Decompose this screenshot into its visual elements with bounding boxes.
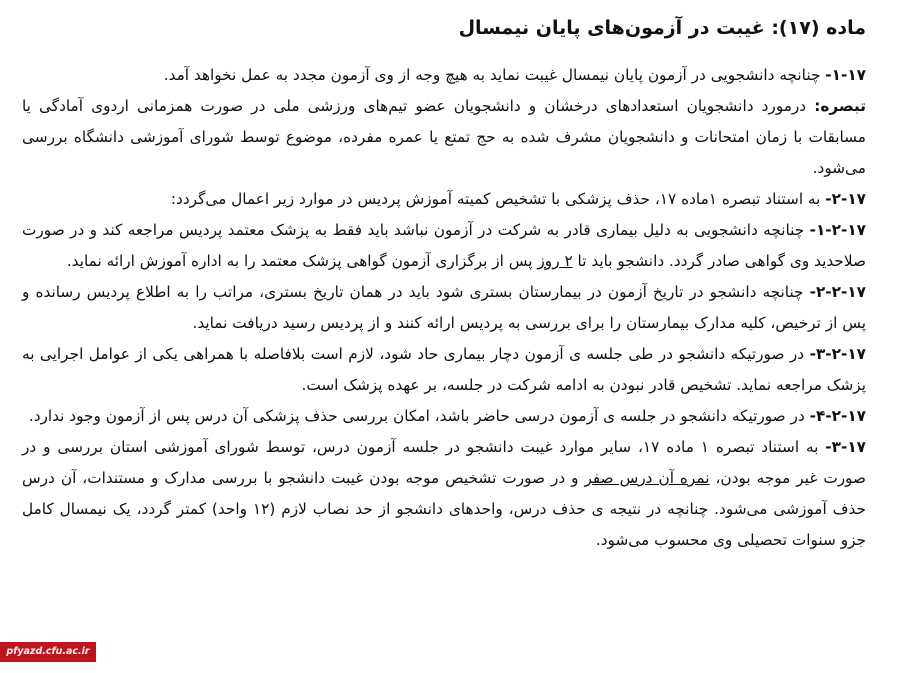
underlined-text: نمره آن درس صفر — [584, 469, 710, 487]
clause-text: چنانچه دانشجویی به دلیل بیماری قادر به شرکت در آزمون نباشد باید فقط به پزشک معتمد پردیس مراجعه کند و در صورت صلاحدید وی گواهی صادر گردد. دانشجو باید تا — [22, 221, 866, 270]
clause-number: ۳-۲-۱۷- — [809, 345, 866, 363]
paragraph-3 — [22, 432, 866, 556]
paragraph-1 — [22, 60, 866, 91]
clause-text: به استناد تبصره ۱ماده ۱۷، حذف پزشکی با تشخیص کمیته آموزش پردیس در موارد زیر اعمال می‌گردد: — [170, 190, 821, 208]
paragraph-note — [22, 91, 866, 184]
clause-number: ۴-۲-۱۷- — [809, 407, 866, 425]
clause-number: ۳-۱۷- — [825, 438, 866, 456]
paragraph-2-4 — [22, 401, 866, 432]
clause-text: به استناد تبصره ۱ ماده ۱۷، سایر موارد غیبت دانشجو در جلسه آزمون درس، توسط شورای آموزشی استان بررسی و در صورت غیر موجه بودن، — [22, 438, 866, 487]
clause-number: ۲-۲-۱۷- — [809, 283, 866, 301]
paragraph-2-1 — [22, 215, 866, 277]
underlined-text: ۲ روز — [537, 252, 573, 270]
clause-text: درمورد دانشجویان استعدادهای درخشان و دانشجویان عضو تیم‌های ورزشی ملی در صورت همزمانی اردوی آمادگی یا مسابقات با زمان امتحانات و دانشجویان مشرف شده به حج تمتع یا عمره مفرده، موضوع توسط شورای آموزشی دانشگاه بررسی می‌شود. — [22, 97, 866, 177]
clause-text: پس از برگزاری آزمون گواهی پزشک معتمد را به اداره آموزش ارائه نماید. — [66, 252, 538, 270]
clause-text: چنانچه دانشجو در تاریخ آزمون در بیمارستان بستری شود باید در همان تاریخ بستری، مراتب را به اطلاع پردیس رسانده و پس از ترخیص، کلیه مدارک بیمارستان را برای بررسی به پردیس ارائه کنند و از پردیس رسید دریافت نماید. — [22, 283, 866, 332]
paragraph-2-3 — [22, 339, 866, 401]
clause-number: ۱-۲-۱۷- — [809, 221, 866, 239]
paragraph-2 — [22, 184, 866, 215]
page-title: ماده (۱۷): غیبت در آزمون‌های پایان نیمسال — [458, 17, 866, 39]
clause-text: چنانچه دانشجویی در آزمون پایان نیمسال غیبت نماید به هیچ وجه از وی آزمون مجدد به عمل نخواهد آمد. — [163, 66, 821, 84]
note-label: تبصره: — [814, 97, 866, 115]
clause-text: در صورتیکه دانشجو در طی جلسه ی آزمون دچار بیماری حاد شود، لازم است بلافاصله با همراهی یکی از عوامل اجرایی به پزشک مراجعه نماید. تشخیص قادر نبودن به ادامه شرکت در جلسه، بر عهده پزشک است. — [22, 345, 866, 394]
clause-number: ۱-۱۷- — [825, 66, 866, 84]
clause-text: در صورتیکه دانشجو در جلسه ی آزمون درسی حاضر باشد، امکان بررسی حذف پزشکی آن درس پس از آزمون وجود ندارد. — [28, 407, 805, 425]
clause-text: و در صورت تشخیص موجه بودن غیبت دانشجو با بررسی مدارک و مستندات، آن درس حذف آموزشی می‌شود. چنانچه در نتیجه ی حذف درس، واحدهای دانشجو از حد نصاب لازم (۱۲ واحد) کمتر گردد، یک نیمسال کامل جزو سنوات تحصیلی وی محسوب می‌شود. — [22, 469, 866, 549]
site-watermark: pfyazd.cfu.ac.ir — [0, 642, 96, 662]
clause-number: ۲-۱۷- — [825, 190, 866, 208]
paragraph-2-2 — [22, 277, 866, 339]
